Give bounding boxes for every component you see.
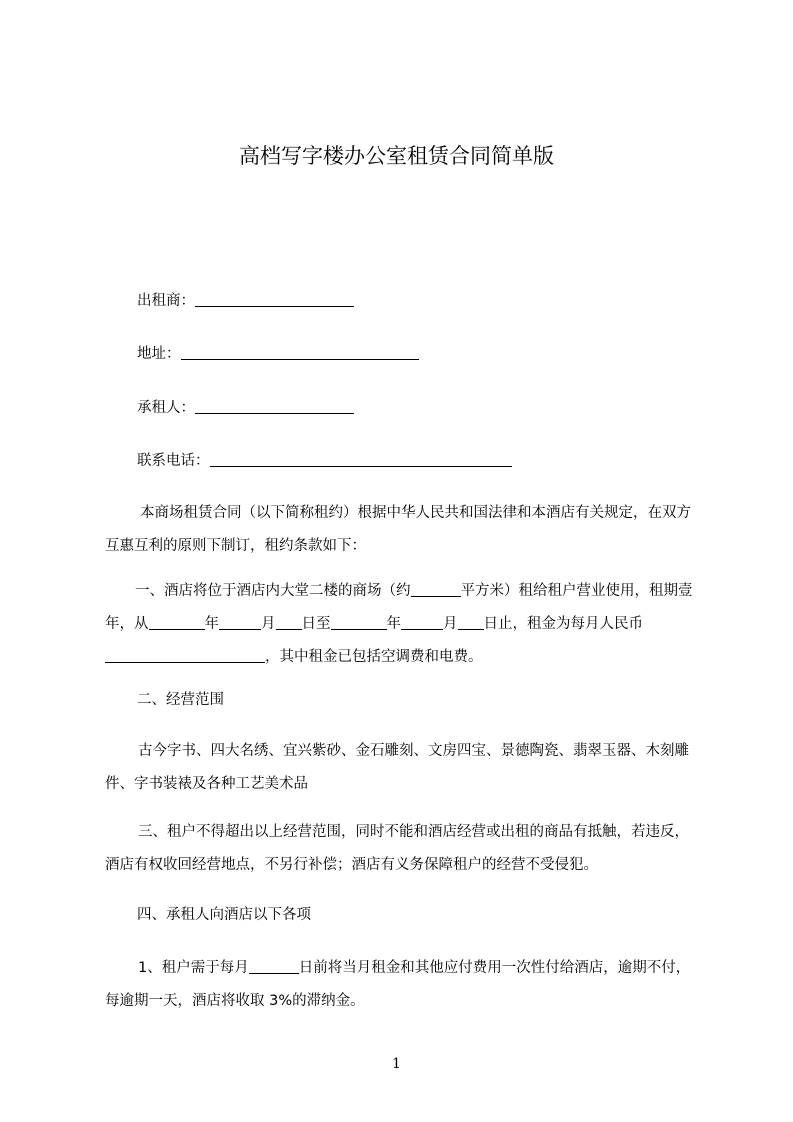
end-year-blank: [331, 615, 387, 630]
clause-1-text-a: 一、酒店将位于酒店内大堂二楼的商场（约: [135, 583, 411, 599]
lessor-blank: [195, 292, 354, 307]
start-month-blank: [219, 615, 261, 630]
clause-1-text-c: 年: [204, 616, 219, 632]
document-title: 高档写字楼办公室租赁合同简单版: [239, 144, 554, 168]
start-year-blank: [149, 615, 205, 630]
end-day-blank: [458, 615, 484, 630]
clause-4-item-1: [105, 952, 701, 1018]
clause-1-text-b: 平方米）租给租户营业使用，租期壹年，从: [105, 583, 693, 632]
clause-1: [105, 575, 701, 674]
clause-1-text-e: 日至: [301, 616, 331, 632]
clause-2-body: 古今字书、四大名绣、宜兴紫砂、金石雕刻、文房四宝、景德陶瓷、翡翠玉器、木刻雕件、字书装裱及各种工艺美术品: [105, 743, 689, 792]
payment-day-blank: [249, 959, 299, 974]
page-number: 1: [392, 1056, 401, 1072]
lessor-label: 出租商：: [137, 293, 195, 309]
clause-4-item-1-text-a: 1、租户需于每月: [138, 960, 249, 976]
clause-2-heading: 二、经营范围: [137, 692, 224, 708]
lessor-field: [137, 291, 354, 311]
lessee-field: [137, 398, 354, 418]
clause-3: 三、租户不得超出以上经营范围，同时不能和酒店经营或出租的商品有抵触，若违反，酒店有权收回经营地点，不另行补偿；酒店有义务保障租户的经营不受侵犯。: [105, 824, 689, 873]
address-label: 地址：: [137, 346, 181, 362]
phone-field: [137, 451, 512, 471]
rent-amount-blank: [105, 648, 265, 663]
clause-1-text-g: 月: [443, 616, 458, 632]
clause-4-heading: 四、承租人向酒店以下各项: [137, 907, 311, 923]
phone-blank: [210, 452, 512, 467]
area-blank: [411, 582, 461, 597]
phone-label: 联系电话：: [137, 453, 210, 469]
address-blank: [181, 345, 419, 360]
end-month-blank: [401, 615, 443, 630]
start-day-blank: [276, 615, 302, 630]
lessee-blank: [195, 399, 354, 414]
clause-1-text-d: 月: [261, 616, 276, 632]
clause-1-text-h: 日止，租金为每月人民币: [483, 616, 643, 632]
clause-1-text-f: 年: [386, 616, 401, 632]
clause-1-text-i: ，其中租金已包括空调费和电费。: [265, 649, 483, 665]
clause-4-item-1-text-b: 日前将当月租金和其他应付费用一次性付给酒店，逾期不付，每逾期一天，酒店将收取 3%的滞纳金。: [105, 960, 691, 1009]
address-field: [137, 344, 419, 364]
intro-paragraph: 本商场租赁合同（以下简称租约）根据中华人民共和国法律和本酒店有关规定，在双方互惠互利的原则下制订，租约条款如下：: [105, 505, 691, 554]
lessee-label: 承租人：: [137, 400, 195, 416]
